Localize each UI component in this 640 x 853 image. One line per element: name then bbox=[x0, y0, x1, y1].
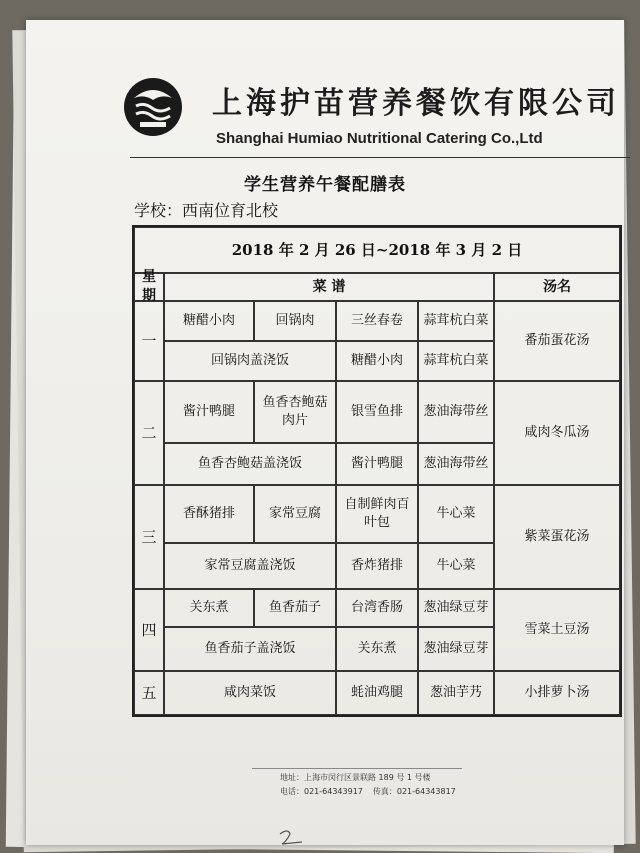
pen-mark-icon bbox=[278, 828, 306, 846]
header-divider bbox=[130, 157, 630, 158]
dish-cell: 蒜茸杭白菜 bbox=[418, 341, 494, 381]
dish-cell: 香酥猪排 bbox=[164, 485, 254, 543]
day-label: 二 bbox=[134, 381, 164, 485]
dish-cell: 台湾香肠 bbox=[336, 589, 418, 627]
dish-cell: 蒜茸杭白菜 bbox=[418, 301, 494, 341]
company-name-chinese: 上海护苗营养餐饮有限公司 bbox=[212, 86, 620, 121]
menu-table bbox=[132, 225, 622, 717]
dish-cell: 葱油绿豆芽 bbox=[418, 589, 494, 627]
dish-cell: 自制鲜肉百叶包 bbox=[336, 485, 418, 543]
dish-cell: 葱油芋艿 bbox=[418, 671, 494, 715]
dish-cell: 牛心菜 bbox=[418, 485, 494, 543]
dish-cell: 葱油海带丝 bbox=[418, 381, 494, 443]
company-logo-icon bbox=[122, 76, 184, 138]
day-label: 三 bbox=[134, 485, 164, 589]
header-dishes: 菜 谱 bbox=[164, 273, 494, 301]
dish-cell: 回锅肉盖浇饭 bbox=[164, 341, 336, 381]
school-label: 学校： bbox=[134, 201, 183, 220]
date-range: 2018 年 2 月 26 日~2018 年 3 月 2 日 bbox=[134, 227, 620, 273]
dish-cell: 三丝春卷 bbox=[336, 301, 418, 341]
dish-cell: 家常豆腐盖浇饭 bbox=[164, 543, 336, 589]
dish-cell: 牛心菜 bbox=[418, 543, 494, 589]
day-label: 五 bbox=[134, 671, 164, 715]
dish-cell: 咸肉菜饭 bbox=[164, 671, 336, 715]
footer-contact bbox=[280, 786, 466, 797]
day-label: 四 bbox=[134, 589, 164, 671]
dish-cell: 酱汁鸭腿 bbox=[336, 443, 418, 485]
dish-cell: 葱油海带丝 bbox=[418, 443, 494, 485]
dish-cell: 糖醋小肉 bbox=[336, 341, 418, 381]
dish-cell: 鱼香杏鲍菇盖浇饭 bbox=[164, 443, 336, 485]
dish-cell: 鱼香杏鲍菇肉片 bbox=[254, 381, 336, 443]
header-day: 星期 bbox=[134, 273, 164, 301]
dish-cell: 鱼香茄子盖浇饭 bbox=[164, 627, 336, 671]
footer-fax: 传真：021-64343817 bbox=[372, 787, 456, 796]
soup-cell: 咸肉冬瓜汤 bbox=[494, 381, 620, 485]
company-name-english: Shanghai Humiao Nutritional Catering Co.,Ltd bbox=[216, 130, 543, 147]
document-title: 学生营养午餐配膳表 bbox=[244, 175, 406, 195]
menu-document bbox=[26, 20, 624, 845]
day-label: 一 bbox=[134, 301, 164, 381]
soup-cell: 雪菜土豆汤 bbox=[494, 589, 620, 671]
dish-cell: 鱼香茄子 bbox=[254, 589, 336, 627]
footer-divider bbox=[252, 768, 462, 769]
dish-cell: 糖醋小肉 bbox=[164, 301, 254, 341]
dish-cell: 关东煮 bbox=[336, 627, 418, 671]
dish-cell: 蚝油鸡腿 bbox=[336, 671, 418, 715]
dish-cell: 香炸猪排 bbox=[336, 543, 418, 589]
dish-cell: 银雪鱼排 bbox=[336, 381, 418, 443]
dish-cell: 家常豆腐 bbox=[254, 485, 336, 543]
dish-cell: 关东煮 bbox=[164, 589, 254, 627]
dish-cell: 酱汁鸭腿 bbox=[164, 381, 254, 443]
school-name: 西南位育北校 bbox=[182, 201, 279, 220]
school-line bbox=[134, 198, 278, 221]
footer-phone: 电话：021-64343917 bbox=[280, 787, 363, 796]
footer-address: 地址：上海市闵行区景联路 189 号 1 号楼 bbox=[280, 773, 431, 782]
soup-cell: 小排萝卜汤 bbox=[494, 671, 620, 715]
dish-cell: 葱油绿豆芽 bbox=[418, 627, 494, 671]
soup-cell: 番茄蛋花汤 bbox=[494, 301, 620, 381]
dish-cell: 回锅肉 bbox=[254, 301, 336, 341]
soup-cell: 紫菜蛋花汤 bbox=[494, 485, 620, 589]
header-soup: 汤名 bbox=[494, 273, 620, 301]
